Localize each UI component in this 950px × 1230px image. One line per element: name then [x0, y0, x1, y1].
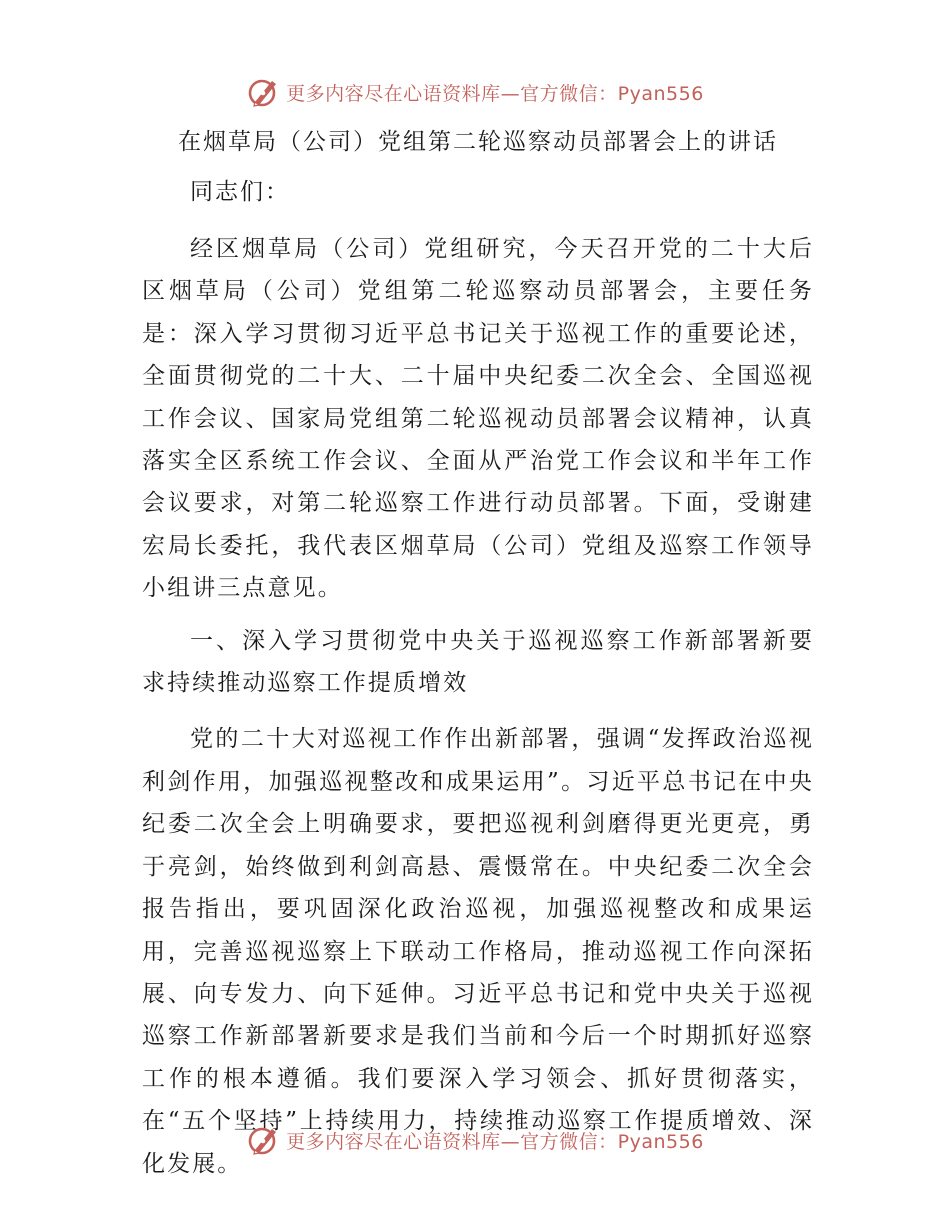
document-title: 在烟草局（公司）党组第二轮巡察动员部署会上的讲话	[178, 129, 778, 155]
watermark-banner-top	[0, 70, 950, 114]
pen-logo-icon	[246, 75, 280, 109]
watermark-banner-bottom	[0, 1118, 950, 1162]
greeting: 同志们：	[190, 179, 290, 205]
watermark-text: 更多内容尽在心语资料库—官方微信：Pyan556	[286, 1130, 704, 1153]
paragraph-section-1: 党的二十大对巡视工作作出新部署，强调“发挥政治巡视利剑作用，加强巡视整改和成果运用”。习近平总书记在中央纪委二次全会上明确要求，要把巡视利剑磨得更光更亮，勇于亮剑，始终做到利剑高悬、震慑常在。中央纪委二次全会报告指出，要巩固深化政治巡视，加强巡视整改和成果运用，完善巡视巡察上下联动工作格局，推动巡视工作向深拓展、向专发力、向下延伸。习近平总书记和党中央关于巡视巡察工作新部署新要求是我们当前和今后一个时期抓好巡察工作的根本遵循。我们要深入学习领会、抓好贯彻落实，在“五个坚持”上持续用力，持续推动巡察工作提质增效、深化发展。	[142, 726, 814, 1177]
pen-logo-icon	[246, 1123, 280, 1157]
paragraph-intro: 经区烟草局（公司）党组研究，今天召开党的二十大后区烟草局（公司）党组第二轮巡察动员部署会，主要任务是：深入学习贯彻习近平总书记关于巡视工作的重要论述，全面贯彻党的二十大、二十届中央纪委二次全会、全国巡视工作会议、国家局党组第二轮巡视动员部署会议精神，认真落实全区系统工作会议、全面从严治党工作会议和半年工作会议要求，对第二轮巡察工作进行动员部署。下面，受谢建宏局长委托，我代表区烟草局（公司）党组及巡察工作领导小组讲三点意见。	[142, 236, 814, 602]
document-body	[142, 118, 814, 1185]
watermark-text: 更多内容尽在心语资料库—官方微信：Pyan556	[286, 82, 704, 105]
section-heading-1: 一、深入学习贯彻党中央关于巡视巡察工作新部署新要求持续推动巡察工作提质增效	[142, 627, 814, 697]
